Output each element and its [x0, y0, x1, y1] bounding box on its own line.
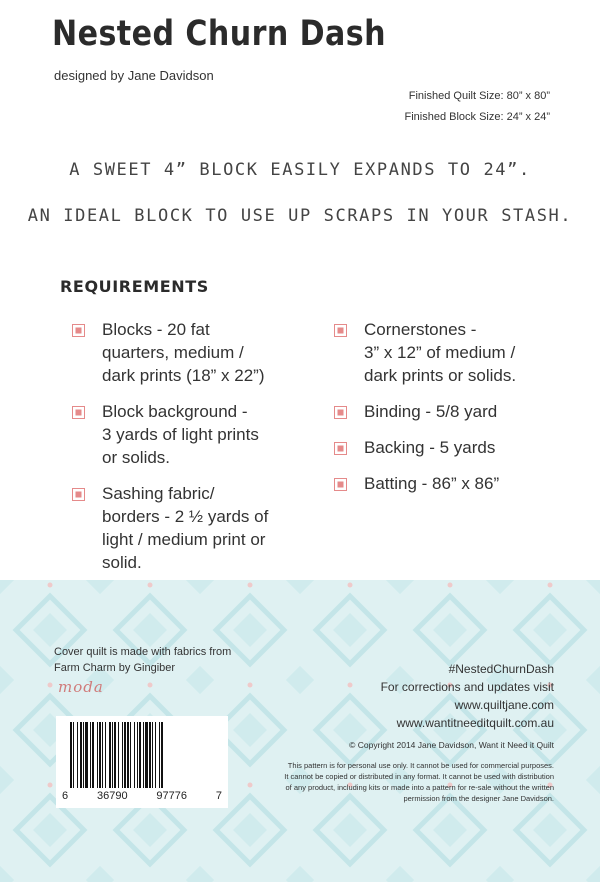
pattern-title: Nested Churn Dash [52, 14, 387, 54]
hashtag: #NestedChurnDash [448, 662, 554, 676]
requirement-text: Batting - 86” x 86” [364, 474, 500, 493]
finished-sizes [404, 86, 550, 128]
website-link[interactable]: www.wantitneeditquilt.com.au [396, 716, 554, 730]
corrections-note: For corrections and updates visit [380, 680, 554, 694]
churn-dash-bullet-icon [72, 324, 85, 337]
moda-logo: moda [58, 678, 104, 696]
requirements-heading: REQUIREMENTS [60, 277, 209, 296]
requirement-text: Binding - 5/8 yard [364, 402, 498, 421]
tagline-2: AN IDEAL BLOCK TO USE UP SCRAPS IN YOUR STASH. [27, 206, 573, 226]
churn-dash-bullet-icon [72, 488, 85, 501]
finished-block-size: Finished Block Size: 24” x 24” [404, 111, 550, 123]
requirement-text: Blocks - 20 fat quarters, medium / dark prints (18” x 22”) [102, 320, 265, 385]
churn-dash-bullet-icon [334, 478, 347, 491]
copyright-notice: © Copyright 2014 Jane Davidson, Want it Need it Quilt [349, 740, 554, 750]
usage-disclaimer: This pattern is for personal use only. It cannot be used for commercial purposes. It cannot be copied or distributed in any format. It cannot be used with distribution of any product, including kits or made into a pattern for re-sale without the written permission from the designer Jane Davidson. [284, 761, 554, 803]
requirement-item [334, 436, 564, 459]
requirement-item [72, 482, 312, 574]
contact-info [381, 660, 554, 732]
footer-panel [0, 580, 600, 882]
requirement-text: Block background - 3 yards of light prints or solids. [102, 402, 259, 467]
barcode-digits [56, 790, 228, 802]
requirement-item [334, 400, 564, 423]
churn-dash-bullet-icon [334, 406, 347, 419]
requirement-item [72, 400, 312, 469]
requirement-text: Backing - 5 yards [364, 438, 496, 457]
requirement-text: Sashing fabric/ borders - 2 ½ yards of light / medium print or solid. [102, 484, 269, 572]
churn-dash-bullet-icon [334, 324, 347, 337]
barcode-digit-group: 36790 [96, 790, 128, 802]
requirements-left-column [72, 318, 312, 587]
requirement-item [72, 318, 312, 387]
finished-quilt-size: Finished Quilt Size: 80” x 80” [408, 90, 550, 102]
churn-dash-bullet-icon [72, 406, 85, 419]
designer-credit: designed by Jane Davidson [54, 68, 214, 83]
barcode [56, 716, 228, 808]
requirement-item [334, 472, 564, 495]
barcode-digit-group: 97776 [156, 790, 187, 802]
requirement-text: Cornerstones - 3” x 12” of medium / dark prints or solids. [364, 320, 517, 385]
barcode-digit-group: 7 [215, 790, 222, 802]
barcode-digit-group: 6 [62, 790, 69, 802]
requirements-right-column [334, 318, 564, 508]
fabric-credit: Cover quilt is made with fabrics from Farm Charm by Gingiber [54, 646, 232, 674]
tagline-1: A SWEET 4” BLOCK EASILY EXPANDS TO 24”. [69, 160, 531, 180]
requirement-item [334, 318, 564, 387]
churn-dash-bullet-icon [334, 442, 347, 455]
website-link[interactable]: www.quiltjane.com [454, 698, 554, 712]
